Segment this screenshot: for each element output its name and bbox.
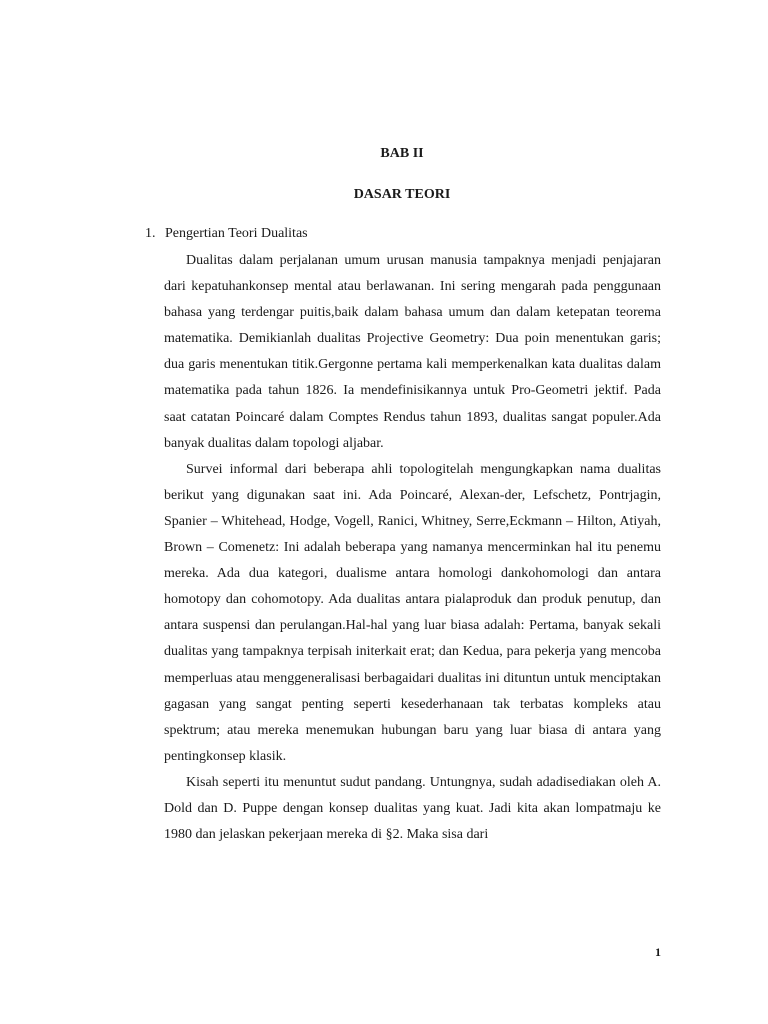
paragraph: Survei informal dari beberapa ahli topologitelah mengungkapkan nama dualitas berikut yang digunakan saat ini. Ada Poincaré, Alexan-der, Lefschetz, Pontrjagin, Spanier – Whitehead, Hodge, Vogell, Ranici, Whitney, Serre,Eckmann – Hilton, Atiyah, Brown – Comenetz: Ini adalah beberapa yang namanya mencerminkan hal itu penemu mereka. Ada dua kategori, dualisme antara homologi dankohomologi dan antara homotopy dan cohomotopy. Ada dualitas antara pialaproduk dan produk penutup, dan antara suspensi dan perulangan.Hal-hal yang luar biasa adalah: Pertama, banyak sekali dualitas yang tampaknya terpisah initerkait erat; dan Kedua, para pekerja yang mencoba memperluas atau menggeneralisasi berbagaidari dualitas ini dituntun untuk menciptakan gagasan yang sangat penting seperti kesederhanaan tak terbatas kompleks atau spektrum; atau mereka menemukan hubungan baru yang luar biasa di antara yang pentingkonsep klasik. (164, 461, 661, 764)
body-text (164, 248, 661, 848)
paragraph: Kisah seperti itu menuntut sudut pandang. Untungnya, sudah adadisediakan oleh A. Dold dan D. Puppe dengan konsep dualitas yang kuat. Jadi kita akan lompatmaju ke 1980 dan jelaskan pekerjaan mereka di §2. Maka sisa dari (164, 774, 661, 843)
section-title: Pengertian Teori Dualitas (165, 226, 308, 241)
chapter-label: BAB II (380, 146, 424, 161)
section-heading (145, 226, 308, 242)
paragraph: Dualitas dalam perjalanan umum urusan manusia tampaknya menjadi penjajaran dari kepatuhankonsep mental atau berlawanan. Ini sering mengarah pada penggunaan bahasa yang terdengar puitis,baik dalam bahasa umum dan dalam ketepatan teorema matematika. Demikianlah dualitas Projective Geometry: Dua poin menentukan garis; dua garis menentukan titik.Gergonne pertama kali memperkenalkan kata dualitas dalam matematika pada tahun 1826. Ia mendefinisikannya untuk Pro-Geometri jektif. Pada saat catatan Poincaré dalam Comptes Rendus tahun 1893, dualitas sangat populer.Ada banyak dualitas dalam topologi aljabar. (164, 253, 661, 451)
chapter-title: DASAR TEORI (353, 187, 451, 202)
page-number: 1 (655, 945, 661, 959)
section-number: 1. (145, 226, 156, 241)
